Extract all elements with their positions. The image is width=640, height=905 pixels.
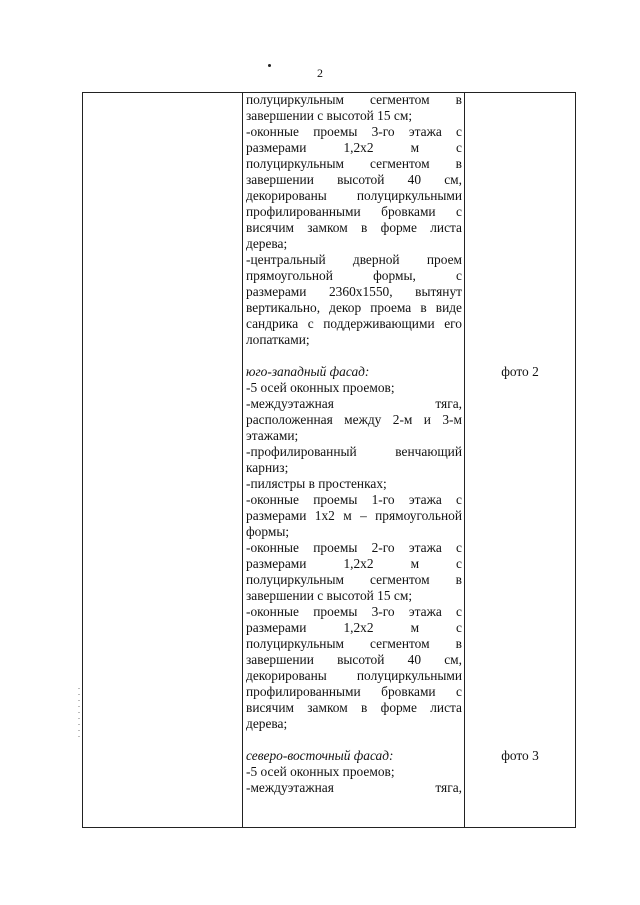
text-line: полуциркульным сегментом в xyxy=(246,156,462,171)
text-line: размерами 1х2 м – прямоугольной xyxy=(246,508,462,523)
page-number: 2 xyxy=(317,66,323,80)
text-line: декорированы полуциркульными xyxy=(246,188,462,203)
text-line: полуциркульным сегментом в xyxy=(246,636,462,651)
text-line: размерами 2360х1550, вытянут xyxy=(246,284,462,299)
text-line: -оконные проемы 2-го этажа с xyxy=(246,540,462,555)
text-line: -междуэтажная тяга, xyxy=(246,396,462,411)
text-line: -оконные проемы 3-го этажа с xyxy=(246,124,462,139)
text-line: -междуэтажная тяга, xyxy=(246,780,462,795)
text-line: вертикально, декор проема в виде xyxy=(246,300,462,315)
text-line: размерами 1,2х2 м с xyxy=(246,620,462,635)
text-line: полуциркульным сегментом в xyxy=(246,572,462,587)
text-line: завершении с высотой 15 см; xyxy=(246,588,413,603)
text-line: этажами; xyxy=(246,428,299,443)
text-line: -пилястры в простенках; xyxy=(246,476,387,491)
text-line: профилированными бровками с xyxy=(246,684,462,699)
text-line: лопатками; xyxy=(246,332,310,347)
table-border-left xyxy=(82,92,83,828)
text-line: дерева; xyxy=(246,716,288,731)
table-divider-1 xyxy=(242,92,243,828)
text-line: -профилированный венчающий xyxy=(246,444,462,459)
text-line: размерами 1,2х2 м с xyxy=(246,140,462,155)
table-border-right xyxy=(575,92,576,828)
text-line: юго-западный фасад: xyxy=(246,364,370,379)
text-line: расположенная между 2-м и 3-м xyxy=(246,412,462,427)
text-line: -5 осей оконных проемов; xyxy=(246,380,395,395)
table-divider-2 xyxy=(464,92,465,828)
photo-reference: фото 2 xyxy=(501,364,539,379)
table-bottom-border xyxy=(82,827,576,828)
text-line: формы; xyxy=(246,524,290,539)
blank-line xyxy=(246,732,462,748)
text-line: висячим замком в форме листа xyxy=(246,700,462,715)
text-line: дерева; xyxy=(246,236,288,251)
text-line: -центральный дверной проем xyxy=(246,252,462,267)
blank-line xyxy=(246,348,462,364)
text-line: полуциркульным сегментом в xyxy=(246,92,462,107)
text-line: -5 осей оконных проемов; xyxy=(246,764,395,779)
text-line: -оконные проемы 1-го этажа с xyxy=(246,492,462,507)
photo-reference: фото 3 xyxy=(501,748,539,763)
text-line: размерами 1,2х2 м с xyxy=(246,556,462,571)
text-line: завершении высотой 40 см, xyxy=(246,652,462,667)
facade-description xyxy=(246,92,462,796)
text-line: декорированы полуциркульными xyxy=(246,668,462,683)
text-line: прямоугольной формы, с xyxy=(246,268,462,283)
text-line: висячим замком в форме листа xyxy=(246,220,462,235)
text-line: завершении высотой 40 см, xyxy=(246,172,462,187)
text-line: карниз; xyxy=(246,460,289,475)
text-line: северо-восточный фасад: xyxy=(246,748,394,763)
text-line: завершении с высотой 15 см; xyxy=(246,108,413,123)
text-line: профилированными бровками с xyxy=(246,204,462,219)
text-line: -оконные проемы 3-го этажа с xyxy=(246,604,462,619)
description-table xyxy=(82,92,576,828)
text-line: сандрика с поддерживающими его xyxy=(246,316,462,331)
scan-artifact xyxy=(78,688,80,738)
